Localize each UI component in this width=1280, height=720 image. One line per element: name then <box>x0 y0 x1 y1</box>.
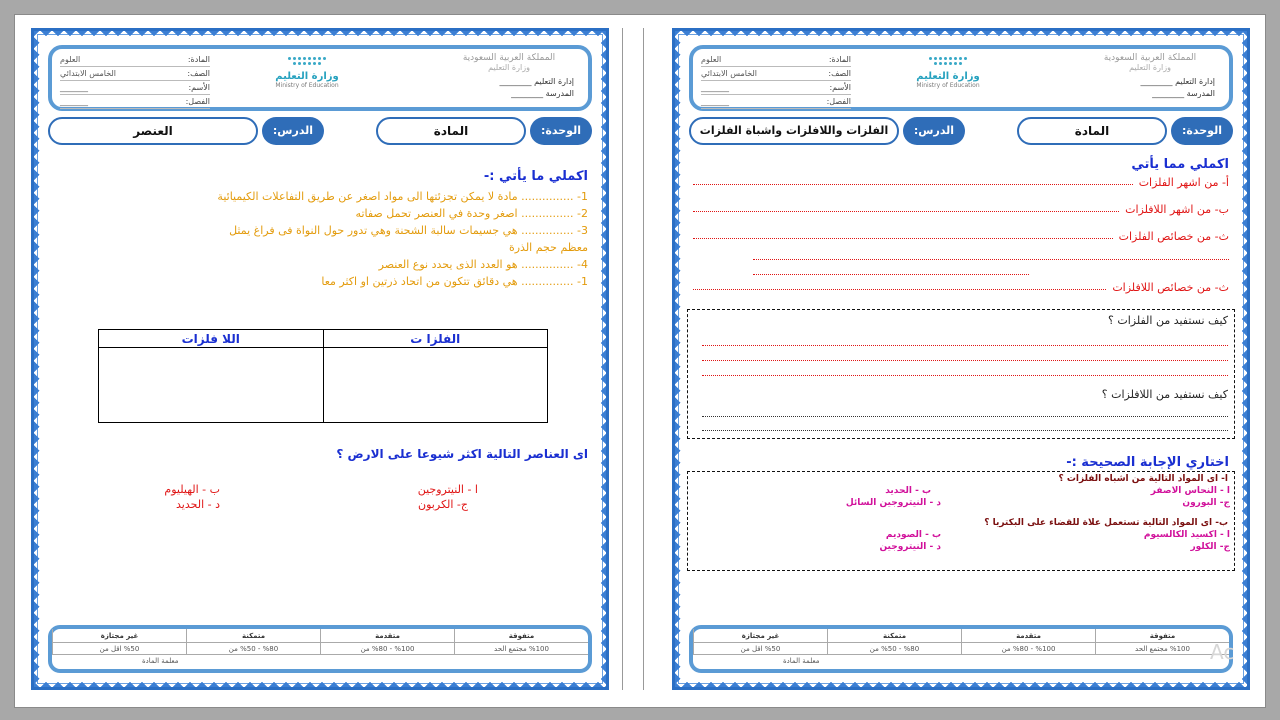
ministry-logo: وزارة التعليم Ministry of Education <box>252 57 362 89</box>
ministry-logo: وزارة التعليم Ministry of Education <box>893 57 1003 89</box>
lesson-label: الدرس: <box>903 117 965 145</box>
unit-label: الوحدة: <box>530 117 592 145</box>
grading-footer: متفوقة متقدمة متمكنة غير مجتازة %100 مجتمع الحد %100 - %80 من %80 - %50 من %50 اقل من معلمة المادة <box>48 625 592 673</box>
kingdom-header: المملكة العربية السعودية وزارة التعليم إدارة التعليم ________ المدرسة ________ <box>462 53 574 98</box>
lesson-meta <box>689 117 1233 147</box>
lesson-value: العنصر <box>48 117 258 145</box>
usage-box: كيف نستفيد من الفلزات ؟ كيف نستفيد من اللافلزات ؟ <box>687 309 1235 439</box>
q2-section: اى العناصر التالية اكثر شيوعا على الارض ؟ ا - النيتروجين ب - الهيليوم ج- الكربون د - الحديد <box>164 447 588 511</box>
metals-table <box>98 329 548 423</box>
left-page <box>31 28 609 690</box>
student-info: المادة: العلوم الصف: الخامس الابتدائي الأسم: _______ الفصل: _______ <box>701 53 851 109</box>
page-gutter <box>622 28 644 690</box>
lesson-meta <box>48 117 592 147</box>
unit-value: المادة <box>376 117 526 145</box>
unit-value: المادة <box>1017 117 1167 145</box>
page-header <box>48 45 592 111</box>
choose-title-section: اختاري الإجابة الصحيحة :- <box>1066 455 1229 470</box>
unit-label: الوحدة: <box>1171 117 1233 145</box>
table-header-nonmetals: اللا فلزات <box>99 330 324 348</box>
grading-footer: متفوقة متقدمة متمكنة غير مجتازة %100 مجتمع الحد %100 - %80 من %80 - %50 من %50 اقل من معلمة المادة <box>689 625 1233 673</box>
page-header <box>689 45 1233 111</box>
lesson-label: الدرس: <box>262 117 324 145</box>
watermark-text: Ac <box>1210 640 1235 664</box>
q1-section: اكملي ما يأتي :- 1- ............... مادة لا يمكن تجزئتها الى مواد اصغر عن طريق التفاعلات الكيميائية 2- ............... اصغر وحدة في العنصر تحمل صفاته 3- ............... هي جسيمات سالبة الشحنة وهي تدور حول النواة فى فراغ يمثل معظم حجم الذرة 4- ............... هو العدد الذى يحدد نوع العنصر 1- ............... هي دقائق تتكون من اتحاد ذرتين او اكثر معا <box>217 169 588 288</box>
lesson-value: الفلزات واللافلزات واشباة الفلزات <box>689 117 899 145</box>
complete-section: اكملي مما يأتي أ- من اشهر الفلزات ب- من اشهر اللافلزات ث- من خصائص الفلزات ث- من خصائص اللافلزات <box>693 157 1229 296</box>
right-page <box>672 28 1250 690</box>
table-header-metals: الفلزا ت <box>323 330 548 348</box>
student-info: المادة: العلوم الصف: الخامس الابتدائي الأسم: _______ الفصل: _______ <box>60 53 210 109</box>
mcq-box: ا- اى المواد التالية من اشباه الفلزات ؟ ا - النحاس الاصفر ب - الحديد ج- البورون د - النيتروجين السائل ب- اى المواد التالية تستعمل علاة للقضاء على البكتريا ؟ ا - اكسيد الكالسيوم ب - الصوديم ج- الكلور د - النيتروجين <box>687 471 1235 571</box>
kingdom-header: المملكة العربية السعودية وزارة التعليم إدارة التعليم ________ المدرسة ________ <box>1103 53 1215 98</box>
